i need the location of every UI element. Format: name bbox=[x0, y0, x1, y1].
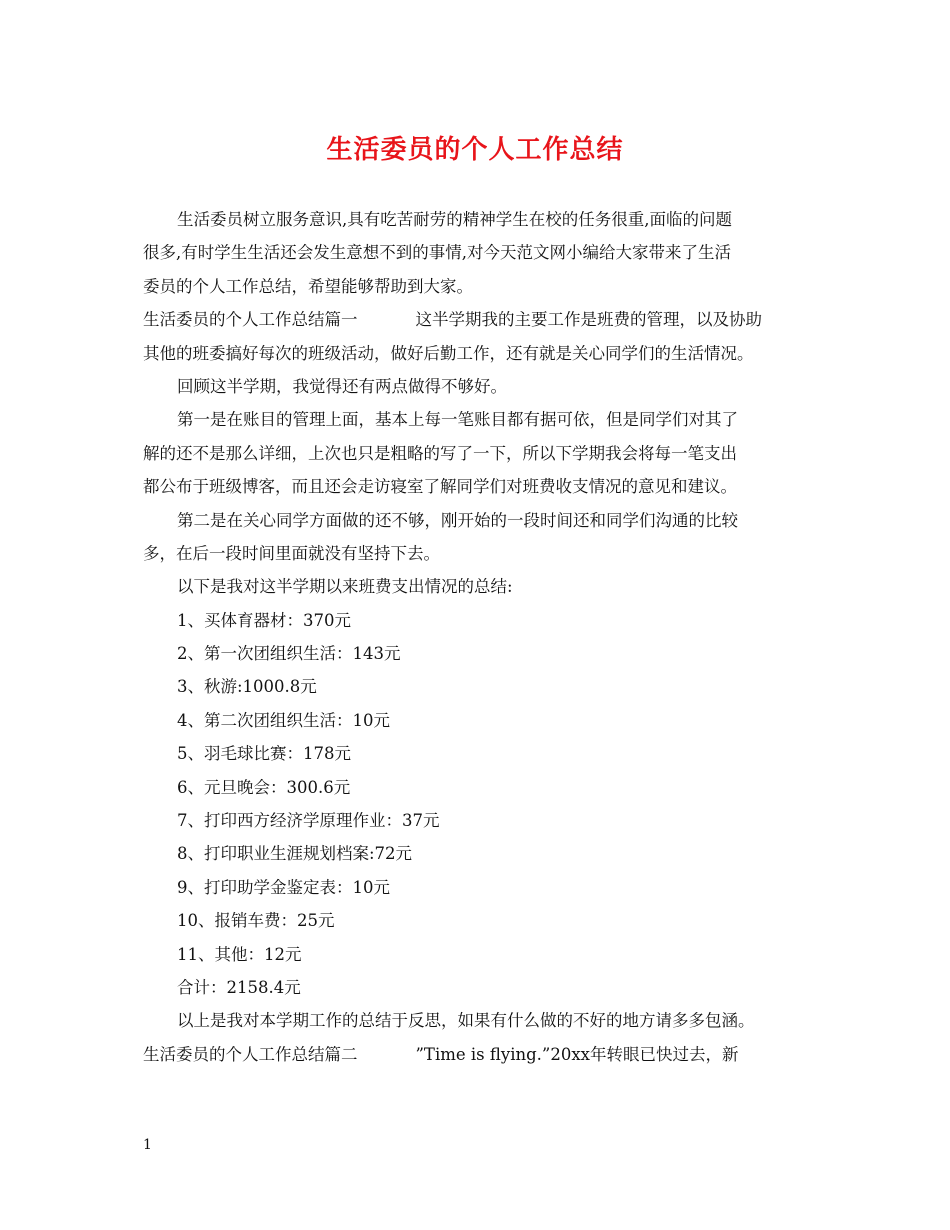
document-body bbox=[143, 203, 823, 1071]
paragraph-line: 回顾这半学期，我觉得还有两点做得不够好。 bbox=[177, 376, 507, 396]
paragraph-line: 委员的个人工作总结，希望能够帮助到大家。 bbox=[143, 276, 473, 296]
list-item: 11、其他：12元 bbox=[177, 944, 302, 964]
document-title: 生活委员的个人工作总结 bbox=[326, 135, 624, 165]
paragraph-line: 解的还不是那么详细，上次也只是粗略的写了一下，所以下学期我会将每一笔支出 bbox=[143, 443, 737, 463]
list-item: 4、第二次团组织生活：10元 bbox=[177, 710, 390, 730]
paragraph-line: 很多,有时学生生活还会发生意想不到的事情,对今天范文网小编给大家带来了生活 bbox=[143, 243, 731, 263]
total-line: 合计：2158.4元 bbox=[177, 977, 301, 997]
list-item: 5、羽毛球比赛：178元 bbox=[177, 744, 351, 764]
section-line bbox=[143, 1038, 823, 1071]
paragraph-line: 以上是我对本学期工作的总结于反思，如果有什么做的不好的地方请多多包涵。 bbox=[177, 1011, 755, 1031]
list-item: 7、打印西方经济学原理作业：37元 bbox=[177, 811, 440, 831]
section-line bbox=[143, 303, 823, 336]
paragraph-line: 其他的班委搞好每次的班级活动，做好后勤工作，还有就是关心同学们的生活情况。 bbox=[143, 343, 754, 363]
section-heading: 生活委员的个人工作总结篇一 bbox=[143, 310, 358, 330]
page-number: 1 bbox=[143, 1137, 152, 1153]
list-item: 2、第一次团组织生活：143元 bbox=[177, 644, 401, 664]
paragraph-text: 这半学期我的主要工作是班费的管理，以及协助 bbox=[415, 310, 762, 330]
paragraph-line: 以下是我对这半学期以来班费支出情况的总结: bbox=[177, 577, 513, 597]
list-item: 3、秋游:1000.8元 bbox=[177, 677, 317, 697]
paragraph-line: 都公布于班级博客，而且还会走访寝室了解同学们对班费收支情况的意见和建议。 bbox=[143, 477, 737, 497]
list-item: 10、报销车费：25元 bbox=[177, 911, 335, 931]
list-item: 8、打印职业生涯规划档案:72元 bbox=[177, 844, 413, 864]
paragraph-line: 第一是在账目的管理上面，基本上每一笔账目都有据可依，但是同学们对其了 bbox=[177, 410, 738, 430]
list-item: 9、打印助学金鉴定表：10元 bbox=[177, 877, 390, 897]
paragraph-text: ”Time is flying.”20xx年转眼已快过去，新 bbox=[415, 1044, 739, 1064]
list-item: 6、元旦晚会：300.6元 bbox=[177, 777, 351, 797]
paragraph-line: 第二是在关心同学方面做的还不够，刚开始的一段时间还和同学们沟通的比较 bbox=[177, 510, 738, 530]
paragraph-line: 多，在后一段时间里面就没有坚持下去。 bbox=[143, 543, 440, 563]
section-heading: 生活委员的个人工作总结篇二 bbox=[143, 1044, 358, 1064]
list-item: 1、买体育器材：370元 bbox=[177, 610, 351, 630]
paragraph-line: 生活委员树立服务意识,具有吃苦耐劳的精神学生在校的任务很重,面临的问题 bbox=[177, 210, 732, 229]
